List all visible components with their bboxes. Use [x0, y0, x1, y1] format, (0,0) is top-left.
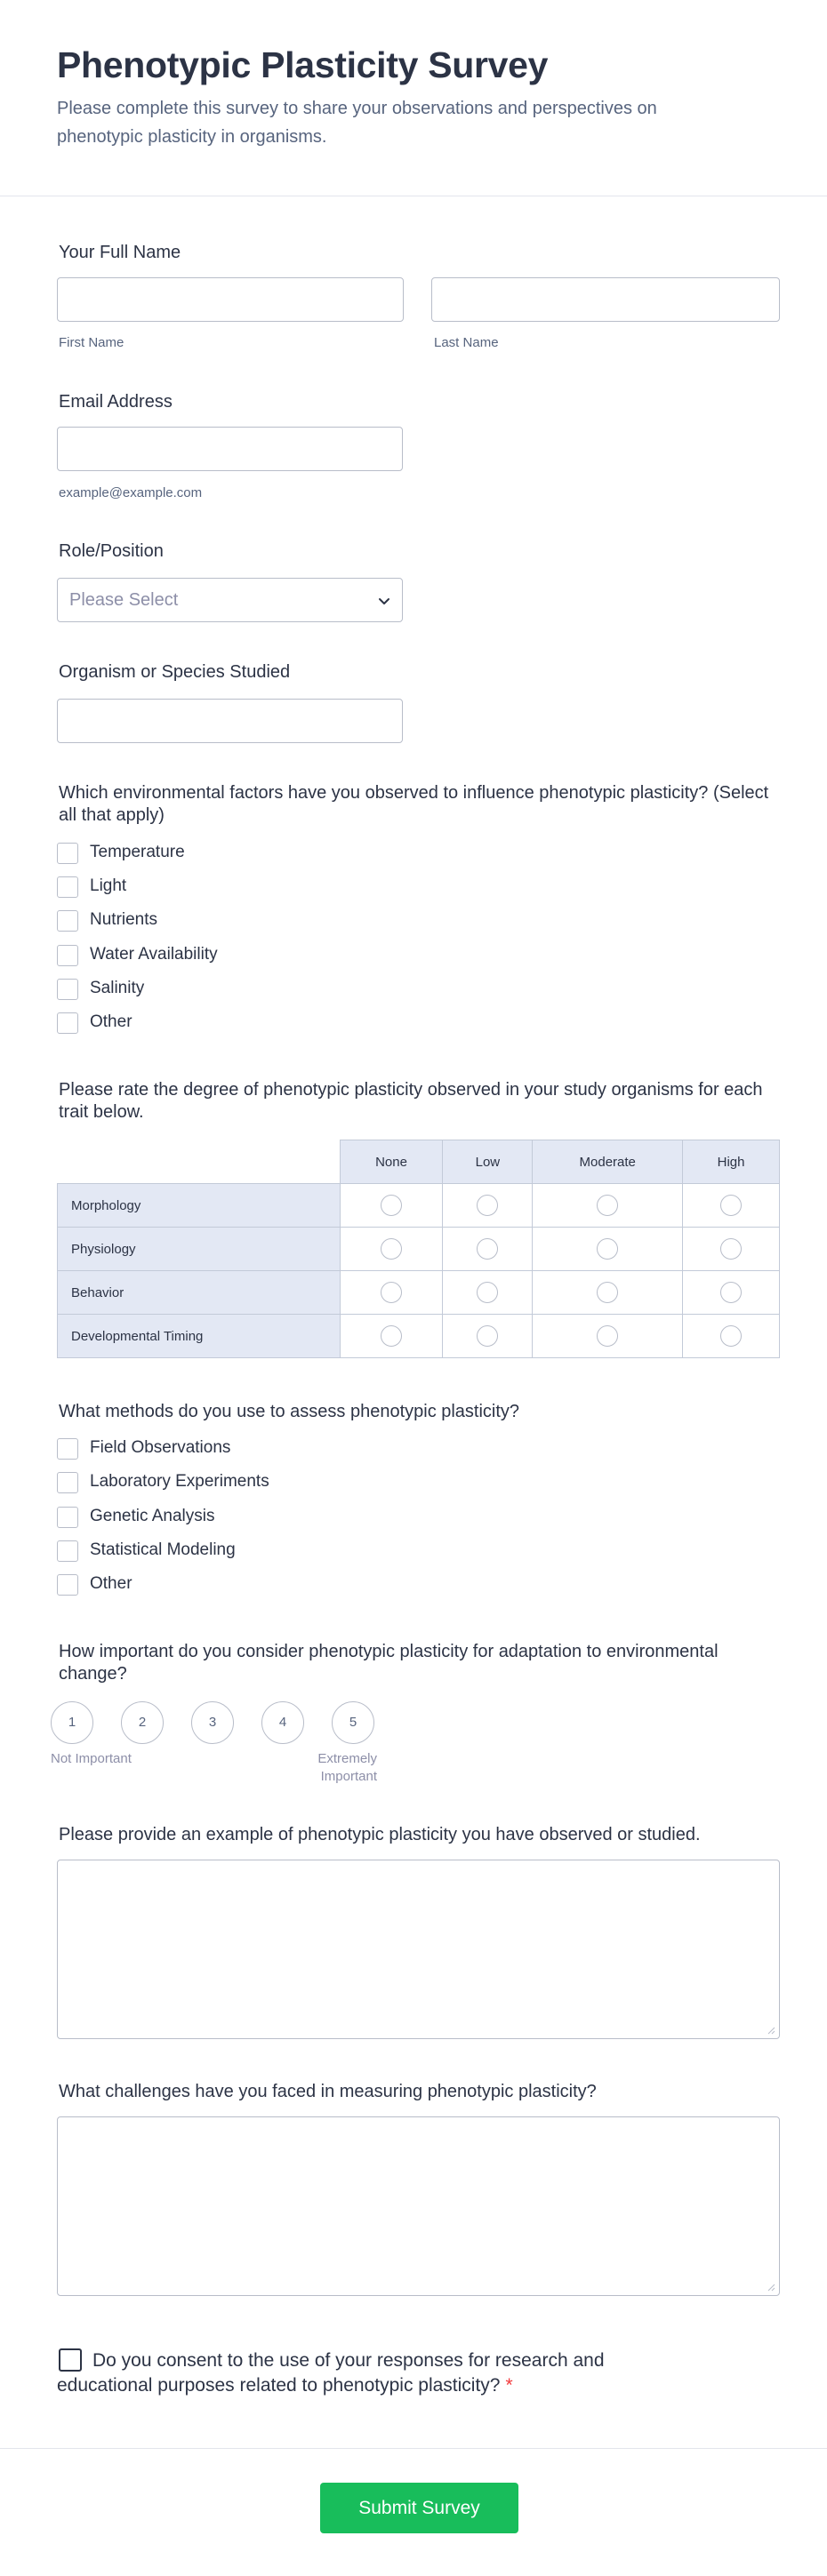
checkbox[interactable]	[57, 1574, 78, 1596]
scale-high-label: Extremely Important	[317, 1751, 377, 1784]
email-input[interactable]	[57, 427, 403, 471]
methods-label: What methods do you use to assess phenotypic plasticity?	[59, 1402, 520, 1421]
email-label: Email Address	[59, 392, 173, 412]
environmental-factors-label: Which environmental factors have you observed to influence phenotypic plasticity? (Select all that apply)	[59, 783, 769, 825]
organism-label: Organism or Species Studied	[59, 662, 291, 682]
required-marker: *	[505, 2375, 513, 2396]
matrix-row	[58, 1184, 780, 1228]
checkbox-label: Statistical Modeling	[90, 1540, 236, 1559]
last-name-input[interactable]	[431, 277, 780, 322]
checkbox[interactable]	[57, 876, 78, 898]
scale-option[interactable]: 2	[121, 1701, 164, 1744]
matrix-radio[interactable]	[597, 1325, 618, 1347]
matrix-radio[interactable]	[477, 1282, 498, 1303]
consent-label: Do you consent to the use of your responses for research and educational purposes related to phenotypic plasticity?	[57, 2350, 605, 2396]
role-label: Role/Position	[59, 541, 164, 561]
page-title: Phenotypic Plasticity Survey	[57, 44, 549, 85]
checkbox[interactable]	[57, 1540, 78, 1562]
matrix-row-header: Physiology	[58, 1228, 341, 1271]
plasticity-rating-label: Please rate the degree of phenotypic plasticity observed in your study organisms for each trait below.	[59, 1080, 763, 1122]
email-sublabel: example@example.com	[59, 485, 203, 500]
form-header	[0, 0, 827, 196]
challenges-label: What challenges have you faced in measuring phenotypic plasticity?	[59, 2082, 597, 2101]
matrix-radio[interactable]	[720, 1325, 742, 1347]
matrix-radio[interactable]	[720, 1238, 742, 1260]
matrix-corner	[58, 1140, 341, 1184]
matrix-row-header: Morphology	[58, 1184, 341, 1228]
page-description: Please complete this survey to share your observations and perspectives on phenotypic plasticity in organisms.	[57, 99, 657, 147]
checkbox-label: Light	[90, 876, 127, 895]
scale-option[interactable]: 4	[261, 1701, 304, 1744]
role-select-placeholder: Please Select	[69, 590, 179, 610]
organism-input[interactable]	[57, 699, 403, 743]
matrix-radio[interactable]	[477, 1325, 498, 1347]
checkbox-label: Field Observations	[90, 1438, 231, 1457]
scale-option[interactable]: 5	[332, 1701, 374, 1744]
consent-checkbox[interactable]	[59, 2348, 82, 2372]
checkbox-label: Water Availability	[90, 945, 218, 964]
checkbox[interactable]	[57, 1507, 78, 1528]
importance-label: How important do you consider phenotypic plasticity for adaptation to environmental change?	[59, 1642, 719, 1684]
submit-button[interactable]: Submit Survey	[320, 2483, 518, 2533]
example-label: Please provide an example of phenotypic plasticity you have observed or studied.	[59, 1825, 701, 1844]
matrix-radio[interactable]	[381, 1325, 402, 1347]
scale-option[interactable]: 1	[51, 1701, 93, 1744]
checkbox[interactable]	[57, 945, 78, 966]
matrix-row	[58, 1228, 780, 1271]
scale-option[interactable]: 3	[191, 1701, 234, 1744]
matrix-row-header: Behavior	[58, 1271, 341, 1315]
matrix-row-header: Developmental Timing	[58, 1315, 341, 1358]
checkbox[interactable]	[57, 843, 78, 864]
rating-matrix	[57, 1140, 780, 1358]
last-name-sublabel: Last Name	[434, 335, 499, 350]
matrix-radio[interactable]	[597, 1282, 618, 1303]
consent-label-wrap	[57, 2348, 679, 2398]
matrix-column-header: None	[340, 1140, 443, 1184]
matrix-row	[58, 1315, 780, 1358]
matrix-radio[interactable]	[381, 1238, 402, 1260]
first-name-sublabel: First Name	[59, 335, 124, 350]
checkbox-label: Other	[90, 1012, 132, 1031]
chevron-down-icon	[377, 594, 391, 608]
matrix-radio[interactable]	[477, 1195, 498, 1216]
checkbox-label: Other	[90, 1574, 132, 1593]
checkbox[interactable]	[57, 1438, 78, 1460]
checkbox[interactable]	[57, 910, 78, 932]
matrix-radio[interactable]	[597, 1195, 618, 1216]
example-textarea[interactable]	[57, 1860, 780, 2039]
full-name-label: Your Full Name	[59, 243, 181, 262]
matrix-radio[interactable]	[381, 1282, 402, 1303]
role-select[interactable]	[57, 578, 403, 622]
checkbox-label: Nutrients	[90, 910, 158, 929]
checkbox-label: Laboratory Experiments	[90, 1472, 269, 1491]
matrix-column-header: Moderate	[533, 1140, 683, 1184]
matrix-row	[58, 1271, 780, 1315]
checkbox-label: Temperature	[90, 843, 185, 861]
matrix-radio[interactable]	[597, 1238, 618, 1260]
matrix-radio[interactable]	[477, 1238, 498, 1260]
checkbox[interactable]	[57, 1012, 78, 1034]
matrix-radio[interactable]	[720, 1282, 742, 1303]
checkbox-label: Genetic Analysis	[90, 1507, 215, 1525]
first-name-input[interactable]	[57, 277, 404, 322]
scale-low-label: Not Important	[51, 1751, 132, 1766]
resize-handle-icon[interactable]	[767, 2283, 775, 2292]
challenges-textarea[interactable]	[57, 2116, 780, 2296]
matrix-column-header: Low	[443, 1140, 533, 1184]
resize-handle-icon[interactable]	[767, 2026, 775, 2035]
matrix-radio[interactable]	[720, 1195, 742, 1216]
checkbox[interactable]	[57, 1472, 78, 1493]
checkbox-label: Salinity	[90, 979, 145, 997]
matrix-radio[interactable]	[381, 1195, 402, 1216]
checkbox[interactable]	[57, 979, 78, 1000]
matrix-column-header: High	[683, 1140, 780, 1184]
